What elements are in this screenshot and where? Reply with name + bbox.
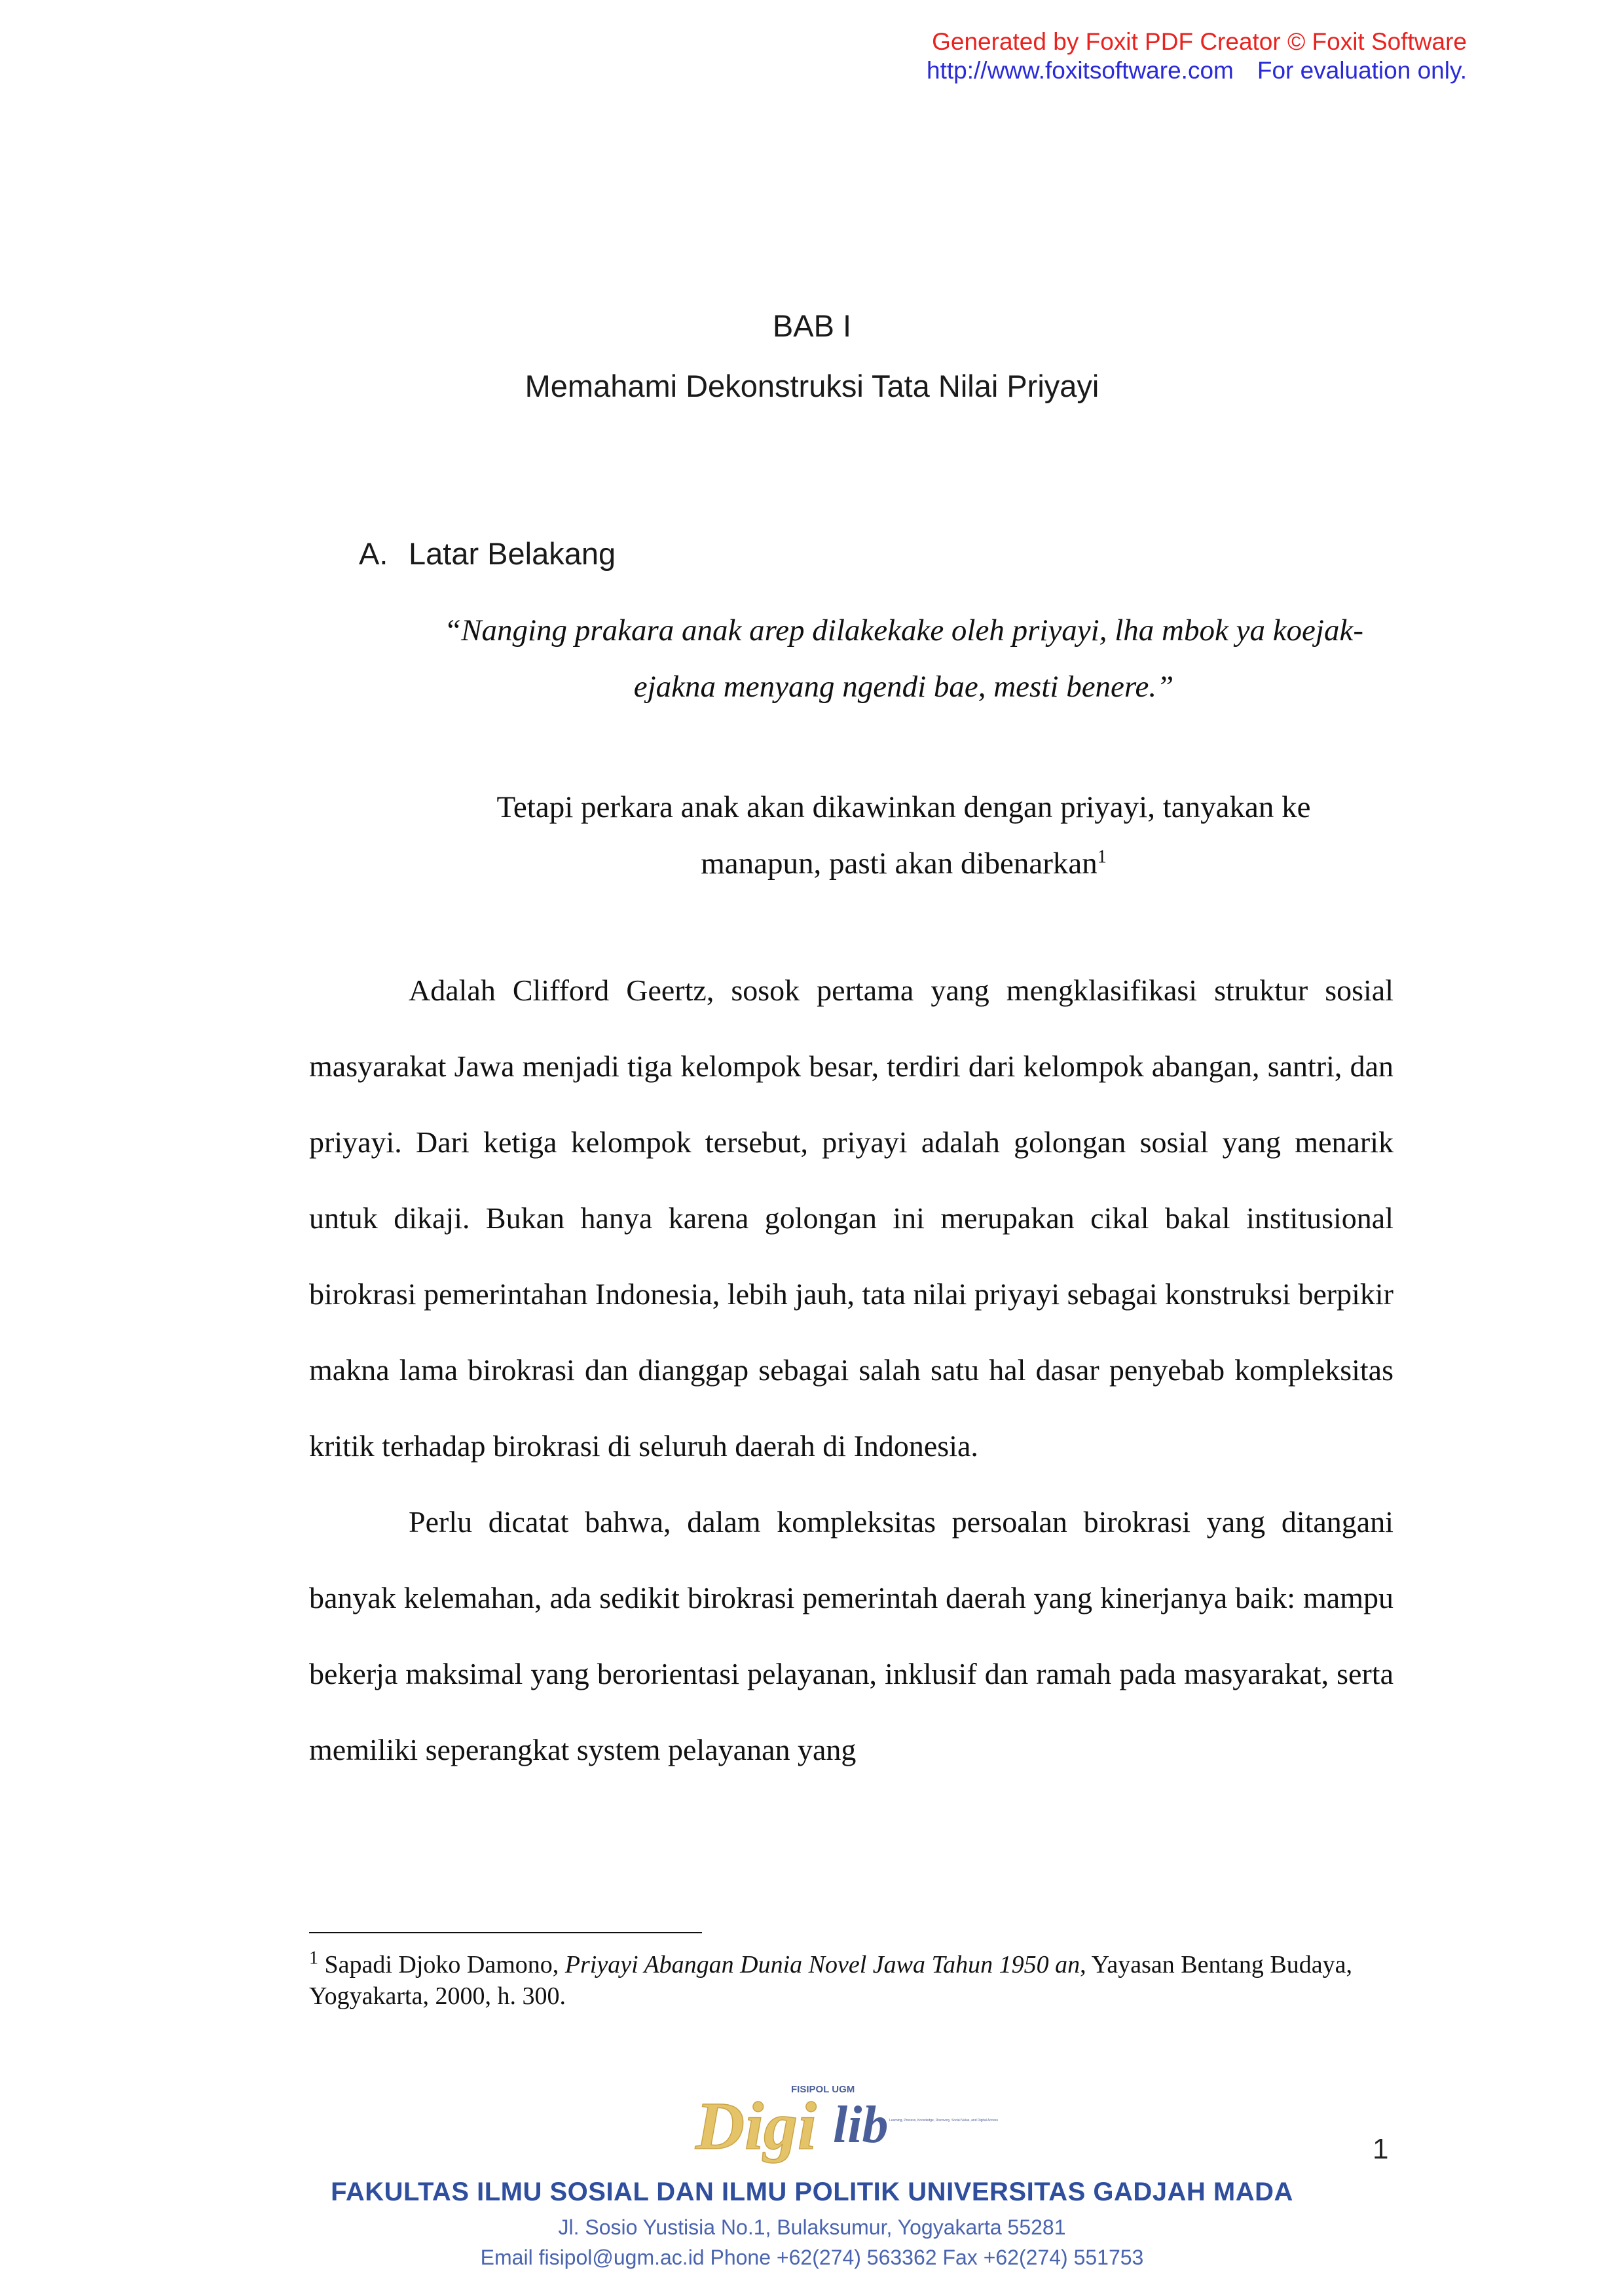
- epigraph-translation-text: manapun, pasti akan dibenarkan: [701, 847, 1098, 881]
- section-title: Latar Belakang: [409, 536, 616, 571]
- digilib-logo: [694, 2075, 999, 2167]
- footnote-author: Sapadi Djoko Damono,: [324, 1951, 559, 1978]
- epigraph-javanese-line2: ejakna menyang ngendi bae, mesti benere.”: [633, 670, 1174, 704]
- logo-word-digi: Digi: [695, 2088, 817, 2164]
- body-text: [309, 953, 1393, 1788]
- page-number: 1: [1373, 2133, 1389, 2165]
- footnote-publication: , Yayasan Bentang Budaya, Yogyakarta, 2000, h. 300.: [309, 1951, 1353, 2010]
- footnote-number: 1: [309, 1948, 318, 1969]
- institution-name: FAKULTAS ILMU SOSIAL DAN ILMU POLITIK UNIVERSITAS GADJAH MADA: [331, 2178, 1293, 2206]
- epigraph-javanese-line1: “Nanging prakara anak arep dilakekake oleh priyayi, lha mbok ya koejak-: [444, 613, 1363, 647]
- paragraph-1: Adalah Clifford Geertz, sosok pertama yang mengklasifikasi struktur sosial masyarakat Jawa menjadi tiga kelompok besar, terdiri dari kelompok abangan, santri, dan priyayi. Dari ketiga kelompok tersebut, priyayi adalah golongan sosial yang menarik untuk dikaji. Bukan hanya karena golongan ini merupakan cikal bakal institusional birokrasi pemerintahan Indonesia, lebih jauh, tata nilai priyayi sebagai konstruksi berpikir makna lama birokrasi dan dianggap sebagai salah satu hal dasar penyebab kompleksitas kritik terhadap birokrasi di seluruh daerah di Indonesia.: [309, 974, 1393, 1463]
- section-heading: [359, 536, 616, 572]
- watermark-url-line: [773, 56, 1467, 85]
- institution-contact: Email fisipol@ugm.ac.id Phone +62(274) 563362 Fax +62(274) 551753: [480, 2246, 1144, 2269]
- logo-tagline: Learning, Process, Knowledge, Discovery, Social Value, and Digital Access: [889, 2119, 999, 2123]
- footnote: [309, 1949, 1396, 2012]
- epigraph-translation-line2: [432, 835, 1375, 892]
- institution-address: Jl. Sosio Yustisia No.1, Bulaksumur, Yogyakarta 55281: [558, 2215, 1066, 2239]
- chapter-title: Memahami Dekonstruksi Tata Nilai Priyayi: [525, 369, 1099, 403]
- section-number: A.: [359, 536, 388, 571]
- chapter-label: BAB I: [772, 308, 852, 343]
- footnote-reference[interactable]: 1: [1097, 847, 1107, 867]
- epigraph-translation: [432, 779, 1375, 892]
- watermark-url-link[interactable]: http://www.foxitsoftware.com: [927, 57, 1234, 84]
- logo-word-lib: lib: [833, 2096, 889, 2154]
- epigraph-javanese: [393, 602, 1414, 715]
- watermark-generated-line: Generated by Foxit PDF Creator © Foxit Software: [932, 28, 1467, 55]
- paragraph-2: Perlu dicatat bahwa, dalam kompleksitas persoalan birokrasi yang ditangani banyak kelemahan, ada sedikit birokrasi pemerintah daerah yang kinerjanya baik: mampu bekerja maksimal yang berorientasi pelayanan, inklusif dan ramah pada masyarakat, serta memiliki seperangkat system pelayanan yang: [309, 1505, 1393, 1766]
- foxit-watermark: [773, 27, 1467, 85]
- footnote-separator: [309, 1932, 702, 1933]
- epigraph-translation-line1: Tetapi perkara anak akan dikawinkan dengan priyayi, tanyakan ke: [496, 790, 1311, 824]
- watermark-evaluation-note: For evaluation only.: [1257, 57, 1467, 84]
- logo-small-text: FISIPOL UGM: [791, 2084, 855, 2095]
- footnote-book-title: Priyayi Abangan Dunia Novel Jawa Tahun 1950 an: [564, 1951, 1080, 1978]
